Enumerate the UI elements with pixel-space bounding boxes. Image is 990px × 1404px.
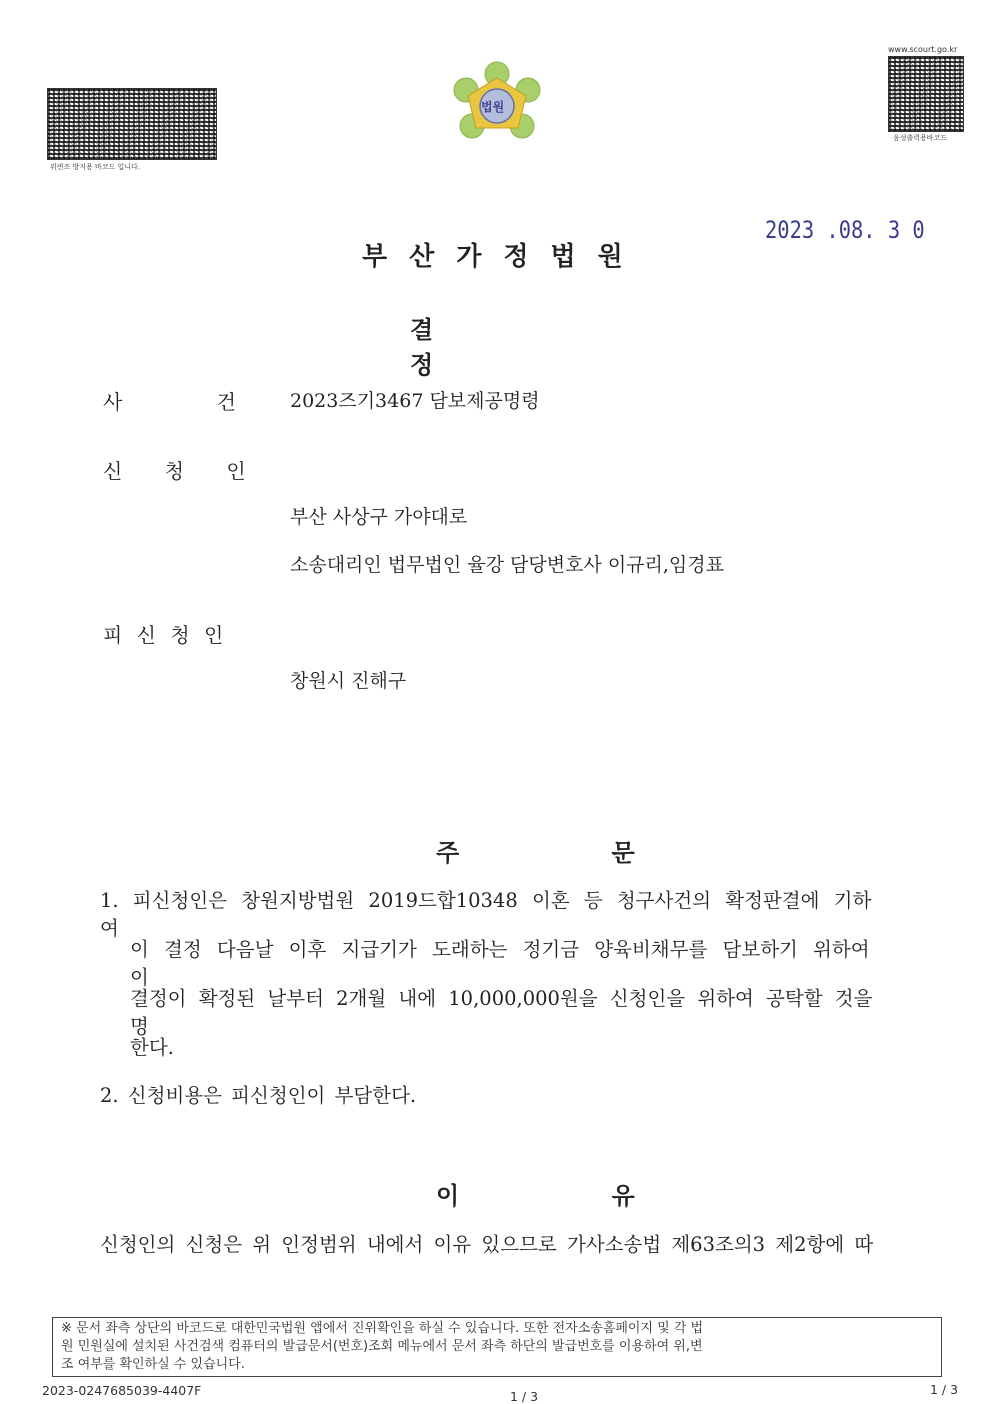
notice-line-2: 원 민원실에 설치된 사건검색 컴퓨터의 발급문서(번호)조회 메뉴에서 문서 좌측 하단의 발급번호를 이용하여 위,변 bbox=[61, 1339, 703, 1354]
applicant-address: 부산 사상구 가야대로 bbox=[290, 506, 468, 528]
order-line-3: 결정이 확정된 날부터 2개월 내에 10,000,000원을 신청인을 위하여 공탁할 것을 명 bbox=[130, 987, 873, 1038]
page-number-right: 1 / 3 bbox=[930, 1382, 959, 1397]
page-number-center: 1 / 3 bbox=[510, 1389, 539, 1404]
respondent-label: 피 신 청 인 bbox=[103, 623, 228, 647]
applicant-counsel: 소송대리인 법무법인 율강 담당변호사 이규리,임경표 bbox=[290, 554, 724, 576]
audio-output-barcode-caption: 음성출력용바코드 bbox=[893, 134, 948, 142]
doc-type-text: 결 정 bbox=[410, 315, 542, 379]
respondent-address: 창원시 진해구 bbox=[290, 670, 407, 692]
case-value: 2023즈기3467 담보제공명령 bbox=[290, 390, 540, 412]
reason-heading bbox=[436, 1176, 707, 1211]
court-url: www.scourt.go.kr bbox=[888, 45, 958, 54]
order-line-5: 2. 신청비용은 피신청인이 부담한다. bbox=[100, 1084, 417, 1107]
reason-heading-text: 이 유 bbox=[436, 1181, 707, 1210]
applicant-label: 신 청 인 bbox=[103, 459, 264, 483]
reason-line: 신청인의 신청은 위 인정범위 내에서 이유 있으므로 가사소송법 제63조의3 제2항에 따 bbox=[100, 1233, 874, 1256]
doc-type bbox=[410, 310, 590, 380]
court-name: 부산가정법원 bbox=[362, 242, 645, 272]
order-heading bbox=[436, 833, 707, 868]
emblem-text: 법원 bbox=[481, 100, 505, 114]
issue-number: 2023-0247685039-4407F bbox=[42, 1383, 202, 1398]
date-stamp: 2023 .08. 3 0 bbox=[765, 216, 925, 244]
authenticity-barcode-caption: 위변조 방지용 바코드 입니다. bbox=[50, 163, 141, 171]
order-line-2: 이 결정 다음날 이후 지급기가 도래하는 정기금 양육비채무를 담보하기 위하여 이 bbox=[130, 938, 870, 989]
case-label: 사 건 bbox=[103, 390, 280, 414]
notice-line-3: 조 여부를 확인하실 수 있습니다. bbox=[61, 1357, 245, 1372]
notice-line-1: ※ 문서 좌측 상단의 바코드로 대한민국법원 앱에서 진위확인을 하실 수 있습니다. 또한 전자소송홈페이지 및 각 법 bbox=[61, 1321, 704, 1336]
authenticity-barcode bbox=[47, 88, 217, 160]
order-line-1: 1. 피신청인은 창원지방법원 2019드합10348 이혼 등 청구사건의 확정판결에 기하여 bbox=[100, 889, 872, 940]
audio-output-barcode bbox=[888, 56, 964, 132]
order-line-4: 한다. bbox=[130, 1036, 174, 1059]
verification-notice bbox=[52, 1317, 942, 1377]
order-heading-text: 주 문 bbox=[436, 838, 707, 867]
